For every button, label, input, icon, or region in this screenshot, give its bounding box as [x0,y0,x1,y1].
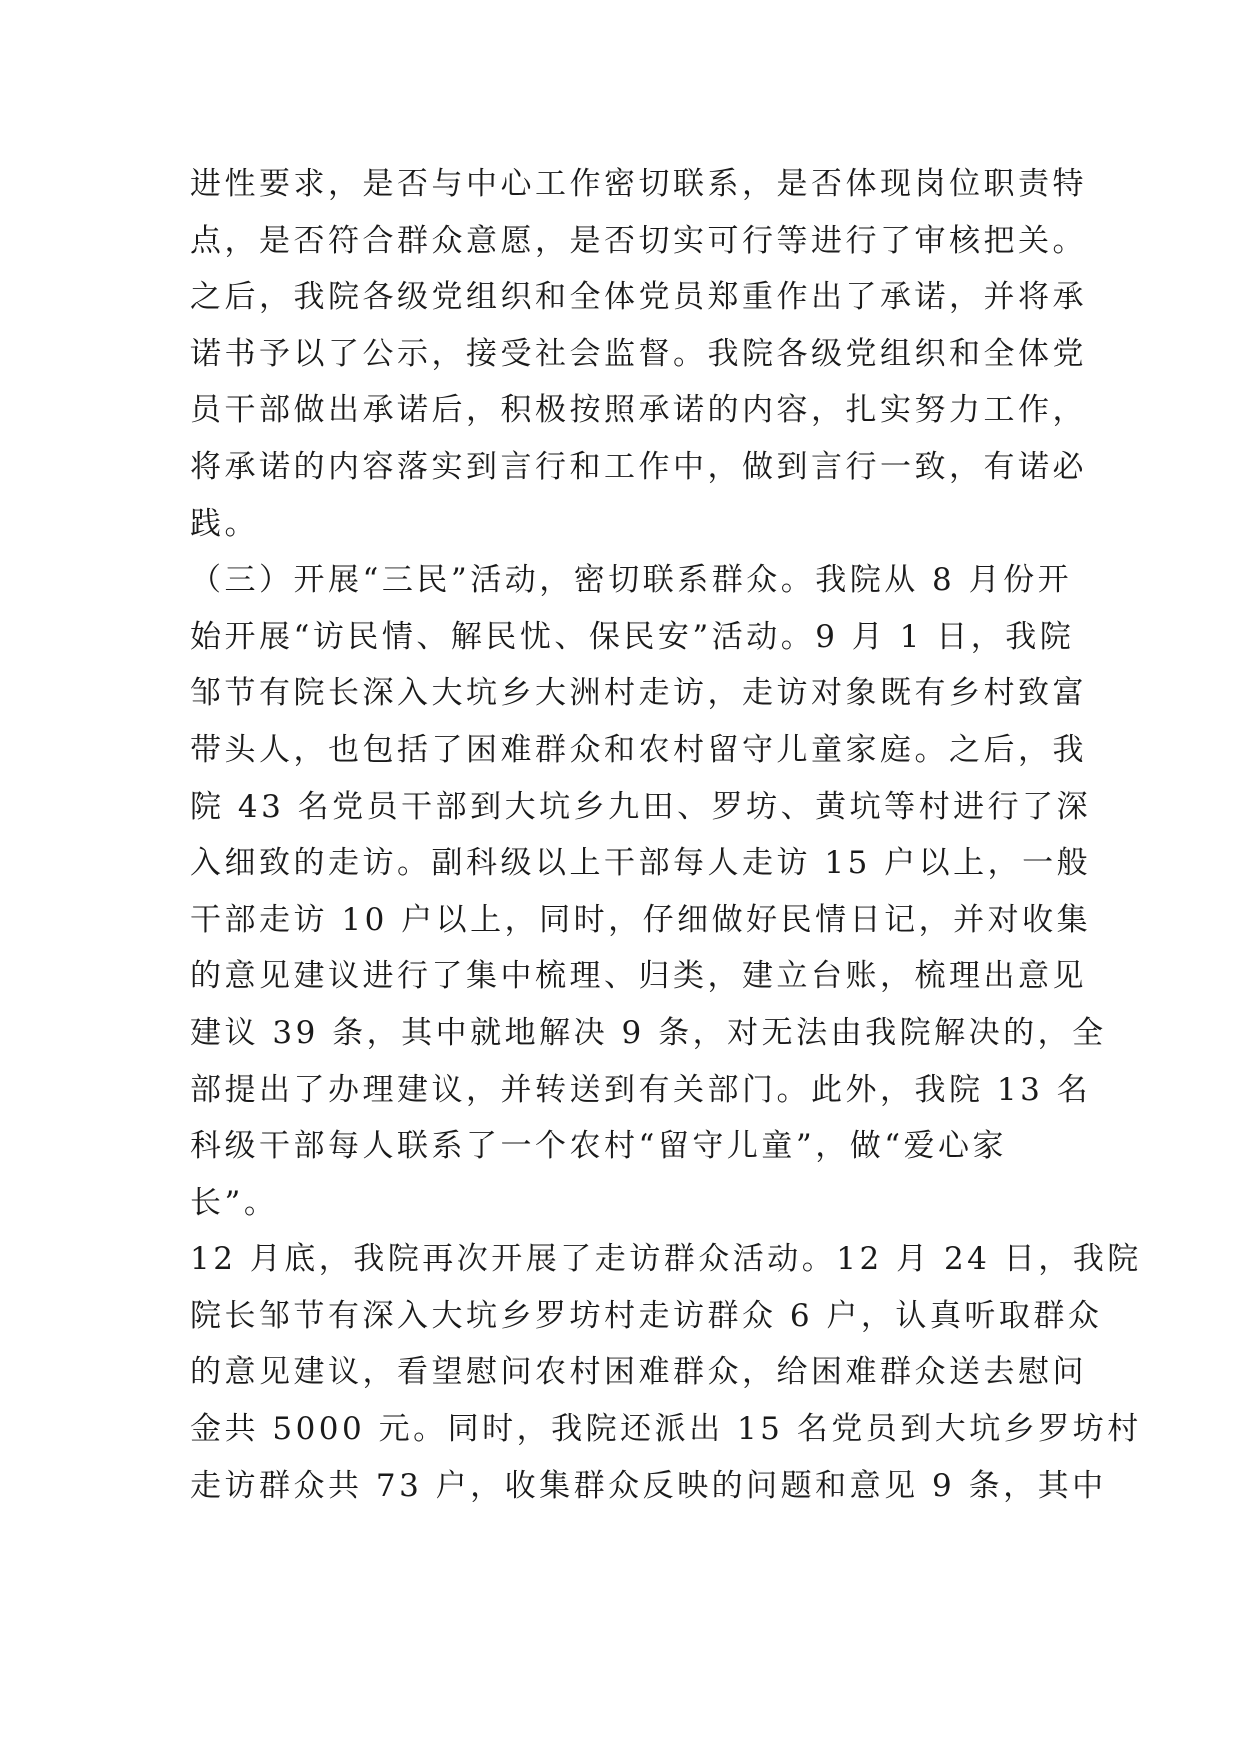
text-line: 建议 39 条，其中就地解决 9 条，对无法由我院解决的，全 [190,1014,1107,1051]
text-line: 12 月底，我院再次开展了走访群众活动。12 月 24 日，我院 [190,1241,1142,1278]
text-line: 的意见建议进行了集中梳理、归类，建立台账，梳理出意见 [190,958,1087,995]
text-line: 带头人，也包括了困难群众和农村留守儿童家庭。之后，我 [190,731,1087,768]
text-line: 的意见建议，看望慰问农村困难群众，给困难群众送去慰问 [190,1354,1087,1391]
text-line: 科级干部每人联系了一个农村“留守儿童”，做“爱心家 [190,1128,1008,1165]
text-line: 始开展“访民情、解民忧、保民安”活动。9 月 1 日，我院 [190,618,1075,655]
text-line: 走访群众共 73 户，收集群众反映的问题和意见 9 条，其中 [190,1467,1107,1504]
text-line: 进性要求，是否与中心工作密切联系，是否体现岗位职责特 [190,166,1087,202]
text-line: 点，是否符合群众意愿，是否切实可行等进行了审核把关。 [190,222,1087,259]
text-line: 入细致的走访。副科级以上干部每人走访 15 户以上，一般 [190,845,1092,882]
text-line: 践。 [190,505,259,542]
text-line: 邹节有院长深入大坑乡大洲村走访，走访对象既有乡村致富 [190,675,1087,712]
text-line: 将承诺的内容落实到言行和工作中，做到言行一致，有诺必 [190,448,1087,485]
section-heading-line: （三）开展“三民”活动，密切联系群众。我院从 8 月份开 [190,562,1073,599]
text-line: 院 43 名党员干部到大坑乡九田、罗坊、黄坑等村进行了深 [190,788,1092,825]
text-line: 诺书予以了公示，接受社会监督。我院各级党组织和全体党 [190,335,1087,372]
text-line: 院长邹节有深入大坑乡罗坊村走访群众 6 户，认真听取群众 [190,1297,1103,1334]
text-line: 部提出了办理建议，并转送到有关部门。此外，我院 13 名 [190,1071,1092,1108]
text-line: 金共 5000 元。同时，我院还派出 15 名党员到大坑乡罗坊村 [190,1411,1142,1448]
text-line: 员干部做出承诺后，积极按照承诺的内容，扎实努力工作， [190,392,1087,429]
text-line: 长”。 [190,1184,279,1221]
body-text [190,156,1142,1514]
text-line: 干部走访 10 户以上，同时，仔细做好民情日记，并对收集 [190,901,1092,938]
text-line: 之后，我院各级党组织和全体党员郑重作出了承诺，并将承 [190,279,1087,316]
